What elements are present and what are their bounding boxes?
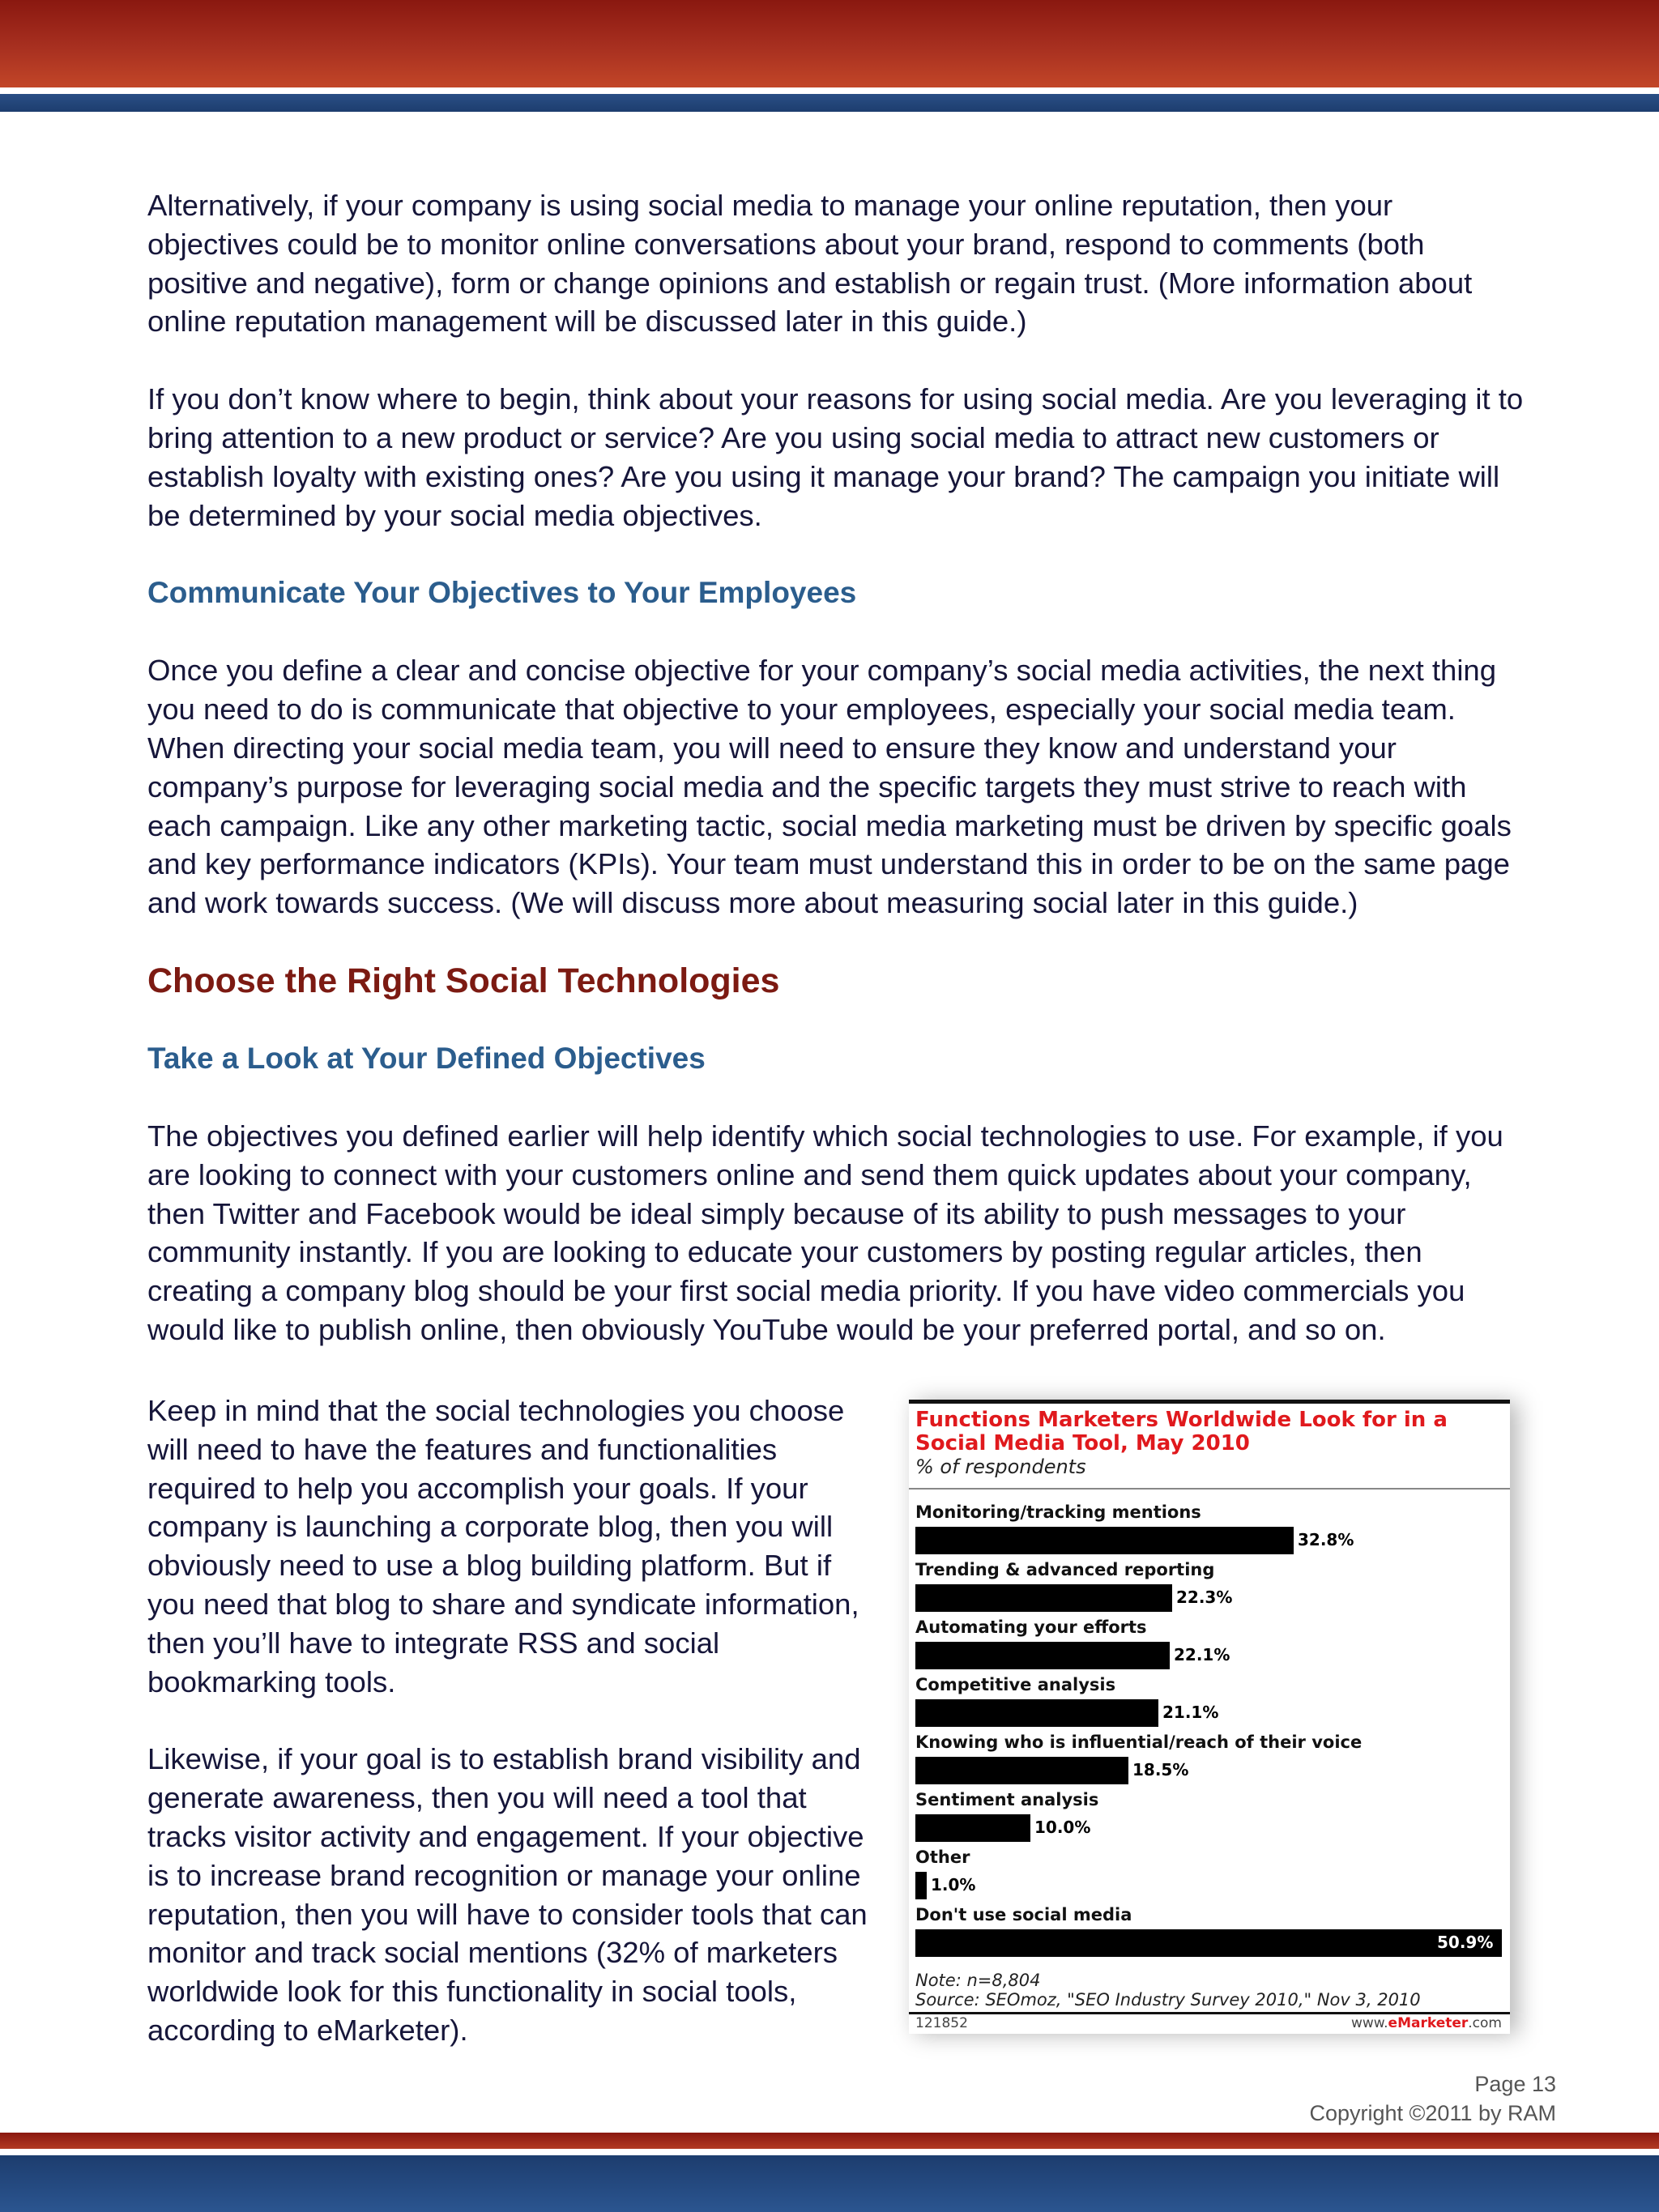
chart-site-brand: eMarketer [1388,2015,1469,2031]
chart-site-suffix: .com [1468,2015,1502,2031]
left-column [147,1392,876,2050]
bar-label: Other [915,1848,970,1867]
bar-chart [909,1400,1510,2034]
bar [915,1527,1294,1554]
bar [915,1584,1172,1612]
bar [915,1929,1502,1957]
footer-band-blue [0,2155,1659,2212]
paragraph-keep-in-mind: Keep in mind that the social technologies you choose will need to have the features and functionalities required to help you accomplish your goals. If your company is launching a corporate blog, then you will obviously need to use a blog building platform. But if you need that blog to share and syndicate information, then you’ll have to integrate RSS and social bookmarking tools. [147,1394,859,1698]
bar [915,1642,1170,1669]
paragraph-begin: If you don’t know where to begin, think about your reasons for using social media. Are you leveraging it to bring attention to a new product or service? Are you using social media to attract new customers or establish loyalty with existing ones? Are you using it manage your brand? The campaign you initiate will be determined by your social media objectives. [147,382,1524,532]
footer-band-red [0,2133,1659,2149]
header-stripe [0,94,1659,112]
bar-value-label: 22.1% [1174,1645,1230,1664]
heading-communicate: Communicate Your Objectives to Your Employees [147,576,857,610]
heading-choose: Choose the Right Social Technologies [147,961,780,1000]
bar-value-label: 32.8% [1298,1530,1354,1549]
bar-label: Knowing who is influential/reach of their voice [915,1733,1363,1752]
paragraph-communicate: Once you define a clear and concise objective for your company’s social media activities, the next thing you need to do is communicate that objective to your employees, especially your social media team. When directing your social media team, you will need to ensure they know and understand your company’s purpose for leveraging social media and the specific targets they must strive to reach with each campaign. Like any other marketing tactic, social media marketing must be driven by specific goals and key performance indicators (KPIs). Your team must understand this in order to be on the same page and work towards success. (We will discuss more about measuring social later in this guide.) [147,654,1512,920]
header-band [0,0,1659,87]
bar [915,1757,1128,1784]
chart-note-block [915,1971,1421,2010]
bar-label: Don't use social media [915,1905,1132,1924]
copyright-text: Copyright ©2011 by RAM [1309,2101,1556,2125]
chart-source: Source: SEOmoz, "SEO Industry Survey 2010," Nov 3, 2010 [915,1990,1421,2010]
chart-id: 121852 [915,2015,968,2031]
bar-label: Monitoring/tracking mentions [915,1502,1201,1522]
paragraph-likewise: Likewise, if your goal is to establish brand visibility and generate awareness, then you will need a tool that tracks visitor activity and engagement. If your objective is to increase brand recognition or manage your online reputation, then you will have to consider tools that can monitor and track social mentions (32% of marketers worldwide look for this functionality in social tools, according to eMarketer). [147,1742,868,2047]
bar-value-label: 18.5% [1132,1760,1189,1779]
bar-value-label: 22.3% [1176,1588,1233,1607]
bar [915,1814,1030,1842]
header-divider [0,87,1659,94]
heading-take-look: Take a Look at Your Defined Objectives [147,1041,706,1075]
main-content [147,186,1525,1349]
bar-value-label: 21.1% [1162,1703,1219,1722]
chart-note: Note: n=8,804 [915,1971,1041,1990]
bar [915,1699,1158,1727]
chart-divider [909,1488,1510,1490]
bar-label: Competitive analysis [915,1675,1116,1694]
chart-footer-rule [909,2012,1510,2014]
bar-label: Sentiment analysis [915,1790,1099,1809]
bar [915,1872,927,1899]
chart-site [1351,2015,1502,2031]
bar-value-label: 50.9% [1437,1933,1494,1952]
page-number: Page 13 [1474,2072,1556,2096]
bar-label: Trending & advanced reporting [915,1560,1215,1579]
chart-site-prefix: www. [1350,2015,1388,2031]
paragraph-objectives: The objectives you defined earlier will help identify which social technologies to use. For example, if you are looking to connect with your customers online and send them quick updates about your company, then Twitter and Facebook would be ideal simply because of its ability to push messages to your community instantly. If you are looking to educate your customers by posting regular articles, then creating a company blog should be your first social media priority. If you have video commercials you would like to publish online, then obviously YouTube would be your preferred portal, and so on. [147,1119,1503,1346]
chart-subtitle: % of respondents [915,1455,1086,1478]
paragraph-reputation: Alternatively, if your company is using social media to manage your online reputation, then your objectives could be to monitor online conversations about your brand, respond to comments (both positive and negative), form or change opinions and establish or regain trust. (More information about online reputation management will be discussed later in this guide.) [147,189,1473,339]
bar-value-label: 10.0% [1034,1818,1091,1837]
bar-value-label: 1.0% [931,1875,976,1894]
footer-divider [0,2149,1659,2155]
chart-title: Functions Marketers Worldwide Look for in a Social Media Tool, May 2010 [915,1408,1448,1455]
bar-label: Automating your efforts [915,1617,1147,1637]
